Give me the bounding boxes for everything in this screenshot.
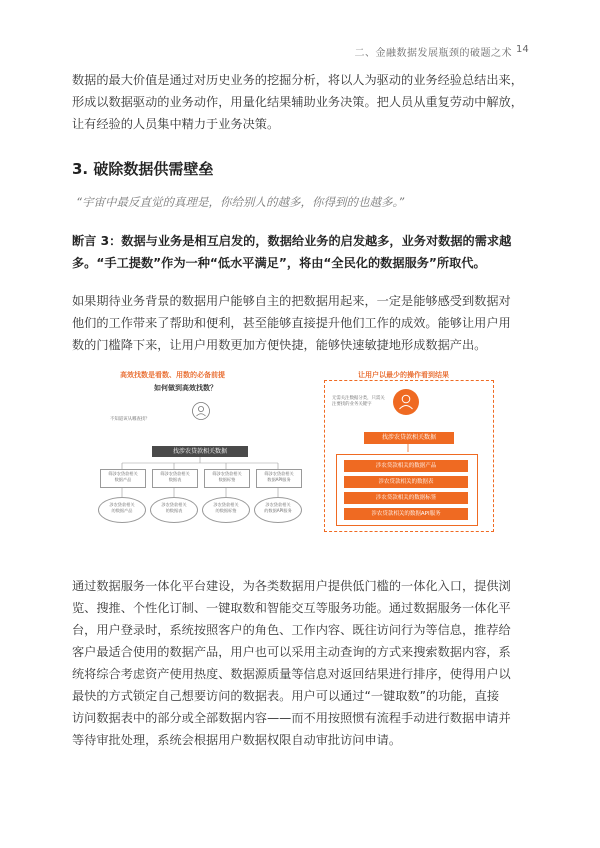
user-icon <box>392 388 420 416</box>
right-search-bar: 找涉农贷款相关数据 <box>364 432 454 444</box>
text-line: 多。“手工提数”作为一种“低水平满足”，将由“全民化的数据服务”所取代。 <box>72 256 486 270</box>
section-heading: 3. 破除数据供需壁垒 <box>72 160 214 178</box>
left-category-box: 筛涉农贷款相关 数据标签 <box>204 469 250 488</box>
left-figure-title: 高效找数是看数、用数的必备前提 <box>120 371 225 379</box>
text-line: 形成以数据驱动的业务动作，用量化结果辅助业务决策。把人员从重复劳动中解放， <box>72 95 523 109</box>
epigraph-quote: “宇宙中最反直觉的真理是，你给别人的越多，你得到的也越多。” <box>76 195 405 209</box>
assertion-block <box>72 230 532 274</box>
left-category-box: 筛涉农贷款相关 数据表 <box>152 469 198 488</box>
right-hint-text: 无需关注数据分类，只需关 注要找的业务关键字 <box>332 396 385 407</box>
text-line: 访问数据表中的部分或全部数据内容——而不用按照惯有流程手动进行数据申请并 <box>72 711 511 725</box>
paragraph-3 <box>72 575 528 751</box>
text-line: 台，用户登录时，系统按照客户的角色、工作内容、既往访问行为等信息，推荐给 <box>72 623 511 637</box>
intro-paragraph <box>72 69 528 135</box>
text-line: 让有经验的人员集中精力于业务决策。 <box>72 117 280 131</box>
text-line: 数据的最大价值是通过对历史业务的挖掘分析，将以人为驱动的业务经验总结出来， <box>72 73 523 87</box>
left-search-bar: 找涉农贷款相关数据 <box>152 446 248 457</box>
text-line: 最快的方式锁定自己想要访问的数据表。用户可以通过“一键取数”的功能，直接 <box>72 689 500 703</box>
text-line: 客户最适合使用的数据产品，用户也可以采用主动查询的方式来搜索数据内容，系 <box>72 645 511 659</box>
left-result-ellipse: 涉农贷款相关 的数据标签 <box>202 497 250 523</box>
left-category-box: 筛涉农贷款相关 数据产品 <box>100 469 146 488</box>
text-line: 等待审批处理，系统会根据用户数据权限自动审批访问申请。 <box>72 733 402 747</box>
text-line: 通过数据服务一体化平台建设，为各类数据用户提供低门槛的一体化入口，提供浏 <box>72 579 511 593</box>
user-icon <box>192 402 210 420</box>
paragraph-2 <box>72 290 528 356</box>
right-arrow-connector <box>324 444 492 454</box>
text-line: 断言 3：数据与业务是相互启发的，数据给业务的启发越多，业务对数据的需求越 <box>72 234 512 248</box>
left-figure-subtitle: 如何做到高效找数？ <box>154 384 217 392</box>
left-result-ellipse: 涉农贷款相关 的数据API服务 <box>254 497 302 523</box>
page-number: 14 <box>516 44 529 55</box>
text-line: 他们的工作带来了帮助和便利，甚至能够直接提升他们工作的成效。能够让用户用 <box>72 316 511 330</box>
left-category-box: 筛涉农贷款相关 数据API服务 <box>256 469 302 488</box>
text-line: 如果期待业务背景的数据用户能够自主的把数据用起来，一定是能够感受到数据对 <box>72 294 511 308</box>
right-result-row: 涉农贷款相关的数据API服务 <box>344 508 468 520</box>
left-result-ellipse: 涉农贷款相关 的数据表 <box>150 497 198 523</box>
left-result-ellipse: 涉农贷款相关 的数据产品 <box>98 497 146 523</box>
right-result-row: 涉农贷款相关的数据表 <box>344 476 468 488</box>
right-result-row: 涉农贷款相关的数据产品 <box>344 460 468 472</box>
left-hint-text: 不知道该从哪查找？ <box>110 417 150 422</box>
text-line: 览、搜推、个性化订制、一键取数和智能交互等服务功能。通过数据服务一体化平 <box>72 601 511 615</box>
text-line: 统将综合考虑资产使用热度、数据源质量等信息对返回结果进行排序，使得用户以 <box>72 667 511 681</box>
right-result-row: 涉农贷款相关的数据标签 <box>344 492 468 504</box>
running-header: 二、金融数据发展瓶颈的破题之术 <box>354 48 512 59</box>
right-figure-title: 让用户以最少的操作看到结果 <box>358 371 449 379</box>
search-comparison-figure <box>96 362 496 538</box>
text-line: 数的门槛降下来，让用户用数更加方便快捷，能够快速敏捷地形成数据产出。 <box>72 338 487 352</box>
